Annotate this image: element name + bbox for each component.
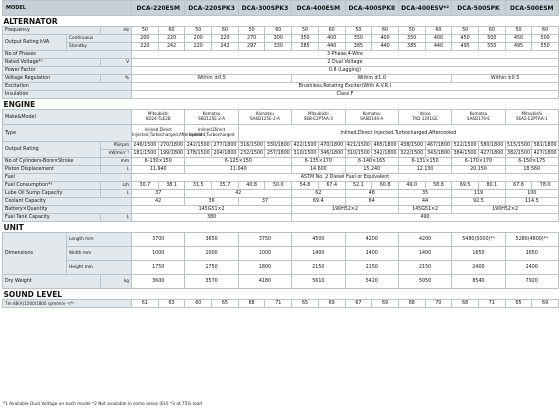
row-label: No.of Cylinders-Bore×Stroke: [3, 158, 101, 166]
row-value: 310/1500: [346, 151, 370, 156]
row-value: 100: [505, 190, 558, 198]
row-value: 438/1500: [400, 143, 424, 148]
row-value: 6-140×165: [345, 158, 398, 166]
row-unit: L/h: [101, 182, 132, 190]
row-value: 220: [132, 43, 159, 51]
row-value: 440: [425, 43, 452, 51]
row-value: 48: [345, 190, 398, 198]
engine-make-model: [452, 110, 505, 125]
sub-label: Standby: [67, 43, 132, 51]
row-value: 68: [238, 300, 265, 308]
row-value: 257/1800: [266, 151, 290, 156]
row-value: 60.8: [372, 182, 399, 190]
row-value: 92.5: [452, 198, 505, 206]
engine-make: Mitsubishi: [147, 111, 169, 117]
length-row: [3, 233, 559, 247]
model-name: DCA-400ESM: [292, 1, 345, 16]
row-value: 8540: [452, 275, 505, 289]
row-value: 385: [345, 43, 372, 51]
row-value: 580/1800: [480, 143, 504, 148]
row-value: 42: [185, 190, 292, 198]
row-label: Excitation: [3, 83, 132, 91]
row-label: Type: [3, 125, 132, 142]
row-value: 522/1500: [453, 143, 477, 148]
row-value: 69.5: [452, 182, 479, 190]
row-value: 2400: [452, 261, 505, 275]
row-value: 52.1: [345, 182, 372, 190]
rated-voltage-row: [3, 59, 559, 67]
row-value: 3650: [185, 233, 238, 247]
sub-label: Height mm: [67, 261, 132, 275]
frequency-row: [3, 27, 559, 35]
row-value: 421/1500: [346, 143, 370, 148]
row-value: 550: [532, 43, 559, 51]
row-value: 78.0: [532, 182, 559, 190]
row-value: 220: [185, 43, 212, 51]
row-value: 427/1800: [533, 151, 557, 156]
row-value: 1400: [345, 247, 398, 261]
row-value: 69: [318, 300, 345, 308]
row-value: 4180: [238, 275, 291, 289]
row-value: 68: [452, 300, 479, 308]
row-value: 1000: [185, 247, 238, 261]
row-unit: %: [101, 75, 132, 83]
engine-model: SA6D125E-2-A: [250, 116, 280, 121]
row-value: ASTM No. 2 Diesel Fuel or Equivalent: [132, 174, 559, 182]
row-value: 12.130: [398, 166, 451, 174]
row-value: 60: [212, 27, 239, 35]
row-value: Inlined,Direct Injected,Turbocharged,Aftercooled: [238, 125, 558, 142]
row-value: 40.8: [238, 182, 265, 190]
row-value: 68: [398, 300, 425, 308]
section-title-alternator: ALTERNATOR: [3, 16, 559, 27]
row-value: 44: [398, 198, 451, 206]
row-value: 70: [425, 300, 452, 308]
output-continuous-row: [3, 35, 559, 43]
spec-table: [2, 0, 559, 308]
row-value: 246/1500: [133, 143, 157, 148]
fuel-tank-row: [3, 214, 559, 222]
row-value: 6-170×170: [452, 158, 505, 166]
row-value: 382/1500: [507, 151, 530, 156]
row-value: 114.5: [505, 198, 558, 206]
row-value: 60: [478, 27, 505, 35]
row-value: 181/1500: [133, 151, 157, 156]
row-value: 3570: [185, 275, 238, 289]
row-value: 38.1: [158, 182, 185, 190]
sub-label: Length mm: [67, 233, 132, 247]
row-value: 427/1800: [480, 151, 504, 156]
row-value: 71: [265, 300, 292, 308]
row-value: 350: [398, 35, 425, 43]
engine-make: Mitsubishi: [521, 111, 543, 117]
row-value: 18.560: [505, 166, 558, 174]
section-title-engine: ENGINE: [3, 99, 559, 110]
row-value: 242: [212, 43, 239, 51]
row-value: 50: [185, 27, 212, 35]
row-value: 30.7: [132, 182, 159, 190]
row-value: 342/1800: [373, 151, 397, 156]
footnote: *1 Available Dual Voltage on each model *2 Not available in some areas (EU) *3 at 75% load: [3, 402, 203, 407]
row-value: Within ±0.5: [132, 75, 292, 83]
row-unit: kW/min⁻¹: [101, 150, 132, 158]
sound-level-row: [3, 300, 559, 308]
width-row: [3, 247, 559, 261]
row-value: 37: [238, 198, 291, 206]
row-value: 5420: [345, 275, 398, 289]
row-label: No.of Phases: [3, 51, 132, 59]
row-value: 220: [212, 35, 239, 43]
engine-type-row: [3, 125, 559, 142]
row-value: 380: [132, 214, 292, 222]
row-value: 31.5: [185, 182, 212, 190]
row-unit: Hz: [101, 27, 132, 35]
row-value: 145G51×2: [132, 206, 292, 214]
row-value: 316/1500: [240, 143, 264, 148]
row-value: 65: [212, 300, 239, 308]
height-row: [3, 261, 559, 275]
row-value: 60: [158, 27, 185, 35]
section-row: [3, 99, 559, 110]
output-standby-row: [3, 43, 559, 51]
row-value: 61: [132, 300, 159, 308]
row-value: 119: [452, 190, 505, 198]
row-label: Fuel Consumption*³: [3, 182, 101, 190]
row-value: 60: [265, 27, 292, 35]
coolant-row: [3, 198, 559, 206]
engine-model: S6A2-E2PTAA-1: [515, 116, 548, 121]
make-model-row: [3, 110, 559, 125]
row-value: 50: [345, 27, 372, 35]
row-value: 20.150: [452, 166, 505, 174]
row-value: 3750: [238, 233, 291, 247]
row-value: 62: [292, 190, 345, 198]
row-value: 80.1: [478, 182, 505, 190]
row-value: Class F: [132, 91, 559, 99]
row-value: 65: [505, 300, 532, 308]
row-value: 67: [345, 300, 372, 308]
row-value: 1750: [185, 261, 238, 275]
row-value: 50: [238, 27, 265, 35]
row-value: 4500: [292, 233, 345, 247]
row-value: 178/1500: [186, 151, 210, 156]
row-value: 467/1800: [426, 143, 450, 148]
row-unit: mm: [101, 158, 132, 166]
row-value: 5280(4800)*⁴: [505, 233, 558, 247]
row-value: 50: [292, 27, 319, 35]
row-value: 190H52×2: [292, 206, 399, 214]
row-value: 58.8: [425, 182, 452, 190]
row-label: Output Rating kVA: [3, 35, 67, 51]
row-value: 11.040: [185, 166, 292, 174]
section-title-unit: UNIT: [3, 222, 559, 233]
row-value: 470/1800: [320, 143, 344, 148]
row-label: Voltage Regulation: [3, 75, 101, 83]
row-value: 1400: [398, 247, 451, 261]
lube-oil-row: [3, 190, 559, 198]
section-row: [3, 222, 559, 233]
row-value: 50: [505, 27, 532, 35]
row-value: 36: [185, 198, 238, 206]
row-value: 490: [292, 214, 559, 222]
row-value: 6-150×175: [505, 158, 558, 166]
engine-model: 6D24-TLE2B: [145, 116, 171, 121]
row-value: 500: [478, 35, 505, 43]
engine-model: TAD 1241GE: [412, 116, 438, 121]
row-value: 515/1500: [507, 143, 530, 148]
row-value: 2150: [398, 261, 451, 275]
row-value: 310/1500: [293, 151, 317, 156]
row-value: 35: [398, 190, 451, 198]
row-value: 242: [158, 43, 185, 51]
row-value: 190H52×2: [452, 206, 559, 214]
row-value: 384/1500: [453, 151, 477, 156]
row-value: 50: [452, 27, 479, 35]
row-value: 422/1500: [293, 143, 317, 148]
row-value: 346/1800: [320, 151, 344, 156]
row-value: 500: [532, 35, 559, 43]
row-value: 450: [505, 35, 532, 43]
power-factor-row: [3, 67, 559, 75]
row-label: Coolant Capacity: [3, 198, 132, 206]
row-label: Fuel Tank Capacity: [3, 214, 101, 222]
row-label: Insulation: [3, 91, 132, 99]
model-name: DCA-500ESM: [505, 1, 558, 16]
row-value: 35.7: [212, 182, 239, 190]
row-value: 200: [185, 35, 212, 43]
row-value: 60: [372, 27, 399, 35]
row-value: 330/1800: [266, 143, 290, 148]
row-value: 550: [478, 43, 505, 51]
displacement-row: [3, 166, 559, 174]
row-value: Within ±1.0: [292, 75, 452, 83]
engine-model: SA6D170-E: [466, 116, 491, 121]
row-value: 6-131×150: [398, 158, 451, 166]
row-value: 495: [505, 43, 532, 51]
row-value: 60: [425, 27, 452, 35]
model-name: DCA-220ESM: [132, 1, 185, 16]
model-label: MODEL: [3, 1, 132, 16]
row-value: 350: [292, 35, 319, 43]
row-value: 330: [265, 43, 292, 51]
row-value: 5050: [398, 275, 451, 289]
model-name: DCA-300SPK3: [238, 1, 291, 16]
excitation-row: [3, 83, 559, 91]
row-label: Fuel: [3, 174, 132, 182]
engine-make: Komatsu: [202, 111, 221, 117]
row-value: 1750: [132, 261, 185, 275]
row-value: 200: [132, 35, 159, 43]
row-value: 37: [132, 190, 185, 198]
row-unit: PS/rpm: [101, 142, 132, 150]
row-unit: L: [101, 190, 132, 198]
row-value: 465/1800: [373, 143, 397, 148]
row-value: 343/1800: [426, 151, 450, 156]
engine-make-model: [292, 110, 345, 125]
row-value: 60: [185, 300, 212, 308]
engine-model: S6D125E-2-A: [198, 116, 226, 121]
engine-make-model: [398, 110, 451, 125]
row-value: 297: [238, 43, 265, 51]
row-value: 2150: [345, 261, 398, 275]
row-value: 440: [372, 43, 399, 51]
row-value: 495: [452, 43, 479, 51]
model-header-row: [3, 1, 559, 16]
section-row: [3, 289, 559, 300]
row-value: 581/1800: [533, 143, 557, 148]
row-label: Piston Displacement: [3, 166, 101, 174]
row-value: 15.240: [345, 166, 398, 174]
row-value: 5610: [292, 275, 345, 289]
row-value: 49.0: [398, 182, 425, 190]
row-value: 2 Dual Voltage: [132, 59, 559, 67]
row-value: 4200: [345, 233, 398, 247]
row-value: 400: [372, 35, 399, 43]
row-value: 322/1500: [400, 151, 424, 156]
row-value: 440: [318, 43, 345, 51]
row-value: 242/1500: [186, 143, 210, 148]
row-value: 400: [425, 35, 452, 43]
row-value: Within ±0.5: [452, 75, 559, 83]
row-value: Brushless,Rotating Exciter(With A.V.R.): [132, 83, 559, 91]
sub-label: Width mm: [67, 247, 132, 261]
row-value: 1000: [238, 247, 291, 261]
row-value: 69: [372, 300, 399, 308]
engine-make: Komatsu: [362, 111, 381, 117]
row-value: Inlined,Direct Injected,Turbocharged,Aftercooled: [132, 125, 185, 142]
row-value: 232/1500: [240, 151, 264, 156]
row-value: 0.8 (Lagging): [132, 67, 559, 75]
row-value: 1400: [292, 247, 345, 261]
cylinders-row: [3, 158, 559, 166]
row-value: 450: [452, 35, 479, 43]
row-value: 7920: [505, 275, 558, 289]
row-value: 60: [532, 27, 559, 35]
engine-model: SA6D140-A: [360, 116, 384, 121]
row-value: 6-135×170: [292, 158, 345, 166]
section-row: [3, 16, 559, 27]
section-title-sound: SOUND LEVEL: [3, 289, 559, 300]
row-label: Dimensions: [3, 233, 67, 275]
row-value: 6-130×150: [132, 158, 185, 166]
model-name: DCA-220SPK3: [185, 1, 238, 16]
row-value: 14.600: [292, 166, 345, 174]
output-ps-row: [3, 142, 559, 150]
row-value: 350: [345, 35, 372, 43]
row-value: 50: [398, 27, 425, 35]
engine-make-model: [505, 110, 558, 125]
row-value: 63: [158, 300, 185, 308]
row-value: 60: [318, 27, 345, 35]
row-value: 270/1800: [160, 143, 184, 148]
row-label: Battery×Quantity: [3, 206, 132, 214]
row-value: 277/1800: [213, 143, 237, 148]
phases-row: [3, 51, 559, 59]
row-value: 4200: [398, 233, 451, 247]
row-value: 6-125×150: [185, 158, 292, 166]
engine-make: Mitsubishi: [308, 111, 329, 117]
row-value: 64: [345, 198, 398, 206]
voltage-regulation-row: [3, 75, 559, 83]
fuel-consumption-row: [3, 182, 559, 190]
row-unit: L: [101, 166, 132, 174]
row-label: 7m dB(A)1500/1800 rpm/min⁻¹/*⁵: [3, 300, 132, 308]
engine-make: Komatsu: [256, 111, 274, 117]
model-name: DCA-400SPKⅡ: [345, 1, 398, 16]
row-value: 69.4: [292, 198, 345, 206]
row-value: 54.8: [292, 182, 319, 190]
row-value: 3600: [132, 275, 185, 289]
row-value: 3-Phase,4-Wire: [132, 51, 559, 59]
dry-weight-row: [3, 275, 559, 289]
row-value: 69: [532, 300, 559, 308]
row-value: 1650: [505, 247, 558, 261]
engine-make-model: [185, 110, 238, 125]
battery-row: [3, 206, 559, 214]
row-value: 2150: [292, 261, 345, 275]
row-value: 220: [158, 35, 185, 43]
row-value: 385: [398, 43, 425, 51]
row-value: 145G51×2: [398, 206, 451, 214]
fuel-row: [3, 174, 559, 182]
row-value: 400: [318, 35, 345, 43]
row-label: Power Factor: [3, 67, 132, 75]
row-value: 11.940: [132, 166, 185, 174]
row-value: 270: [238, 35, 265, 43]
row-value: 67.8: [505, 182, 532, 190]
row-value: 50: [132, 27, 159, 35]
row-value: 1650: [452, 247, 505, 261]
row-value: 199/1800: [160, 151, 184, 156]
row-unit: L: [101, 214, 132, 222]
row-unit: kg: [101, 275, 132, 289]
row-label: Dry Weight: [3, 275, 101, 289]
sub-label: Continuous: [67, 35, 132, 43]
row-value: 2400: [505, 261, 558, 275]
engine-make-model: [132, 110, 185, 125]
engine-make-model: [345, 110, 398, 125]
row-value: 5480(5000)*⁴: [452, 233, 505, 247]
row-value: 71: [478, 300, 505, 308]
row-value: 42: [132, 198, 185, 206]
row-unit: V: [101, 59, 132, 67]
row-value: 50.0: [265, 182, 292, 190]
row-value: 67.4: [318, 182, 345, 190]
row-label: Rated Voltage*¹: [3, 59, 101, 67]
row-label: Make&Model: [3, 110, 132, 125]
row-label: Lube Oil Sump Capacity: [3, 190, 101, 198]
row-value: 3700: [132, 233, 185, 247]
row-value: 1000: [132, 247, 185, 261]
row-value: 65: [292, 300, 319, 308]
engine-make: Komatsu: [469, 111, 488, 117]
model-name: DCA-400ESV*²: [398, 1, 451, 16]
row-value: 1800: [238, 261, 291, 275]
row-value: Inlined,Direct Injected,Turbocharged: [185, 125, 238, 142]
engine-make: Volvo: [419, 111, 431, 117]
row-label: Output Rating: [3, 142, 101, 158]
row-value: 204/1800: [213, 151, 237, 156]
row-value: 385: [292, 43, 319, 51]
row-value: 300: [265, 35, 292, 43]
model-name: DCA-500SPK: [452, 1, 505, 16]
engine-model: S6B-E2PTAA-3: [303, 116, 333, 121]
engine-make-model: [238, 110, 291, 125]
insulation-row: [3, 91, 559, 99]
row-label: Frequency: [3, 27, 101, 35]
